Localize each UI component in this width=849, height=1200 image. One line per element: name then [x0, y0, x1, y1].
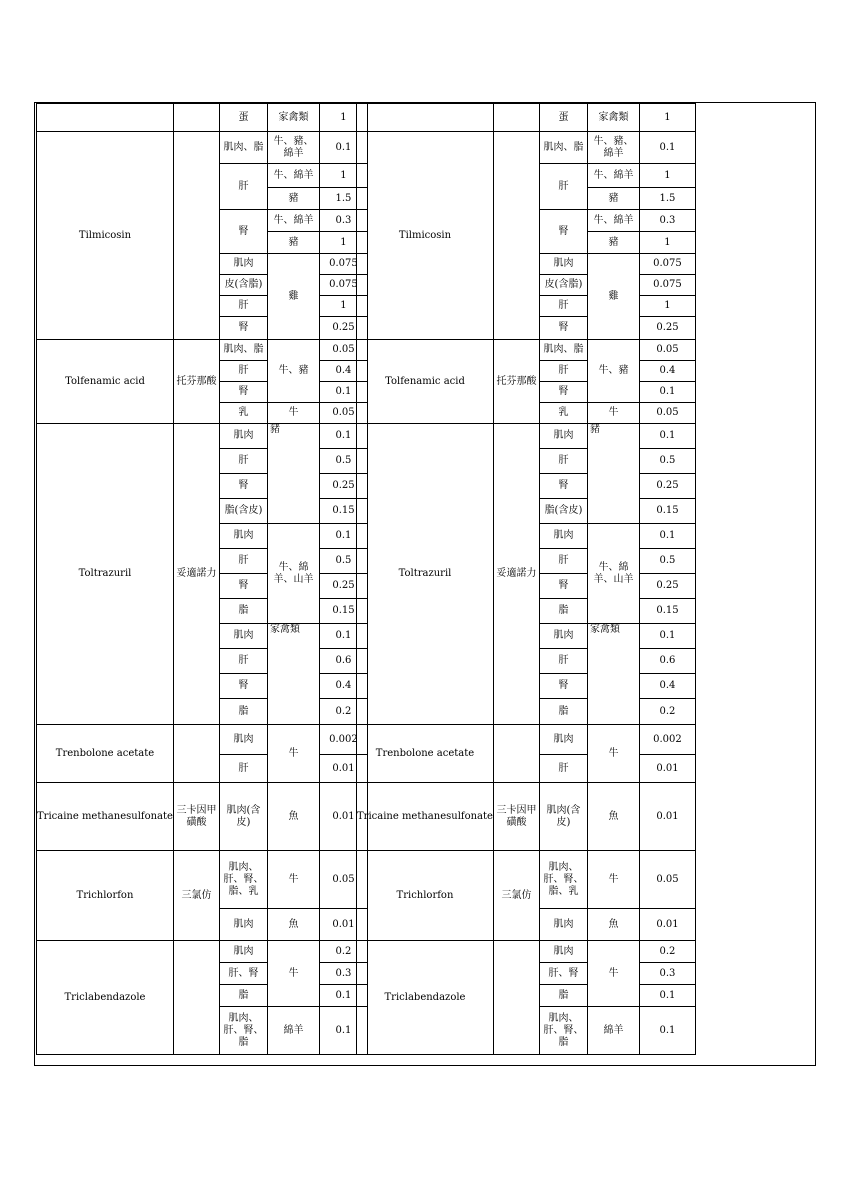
mrl-value: 0.075 [319, 275, 367, 296]
chinese-name [173, 941, 219, 1055]
species: 牛、豬、綿羊 [587, 132, 639, 164]
tissue: 肌肉 [539, 254, 587, 275]
mrl-value: 0.1 [319, 1007, 367, 1055]
chinese-name: 三卡因甲磺酸 [173, 783, 219, 851]
chinese-name [173, 725, 219, 783]
species: 綿羊 [587, 1007, 639, 1055]
table-row [37, 851, 368, 909]
table-row [357, 851, 696, 909]
tissue: 腎 [219, 382, 267, 403]
drug-name: Tolfenamic acid [37, 340, 174, 424]
mrl-value: 0.1 [639, 382, 695, 403]
tissue: 肌肉 [219, 524, 267, 549]
mrl-value: 0.25 [639, 474, 695, 499]
mrl-value: 0.15 [319, 599, 367, 624]
tissue: 皮(含脂) [539, 275, 587, 296]
mrl-value: 1 [319, 232, 367, 254]
species: 家禽類 [267, 624, 319, 725]
species: 牛、綿羊 [267, 210, 319, 232]
tissue: 腎 [219, 317, 267, 340]
mrl-value: 0.1 [319, 985, 367, 1007]
tissue: 肌肉 [539, 941, 587, 963]
table-row [37, 941, 368, 963]
drug-name: Triclabendazole [357, 941, 494, 1055]
mrl-value: 0.5 [319, 449, 367, 474]
tissue: 乳 [539, 403, 587, 424]
mrl-value: 0.3 [639, 210, 695, 232]
mrl-value: 1 [319, 164, 367, 188]
mrl-value: 0.2 [319, 699, 367, 725]
tissue: 肌肉、脂 [539, 132, 587, 164]
mrl-value: 0.05 [319, 340, 367, 361]
chinese-name [493, 941, 539, 1055]
mrl-value: 1 [639, 164, 695, 188]
tissue: 肝 [219, 296, 267, 317]
tissue: 肝 [539, 296, 587, 317]
mrl-value: 0.1 [639, 524, 695, 549]
tissue: 肝 [539, 361, 587, 382]
mrl-value: 0.01 [639, 783, 695, 851]
mrl-value: 0.2 [639, 941, 695, 963]
chinese-name: 三氯仿 [493, 851, 539, 941]
tissue: 蛋 [219, 104, 267, 132]
mrl-value: 0.01 [319, 783, 367, 851]
species: 牛 [587, 941, 639, 1007]
mrl-value: 0.25 [319, 317, 367, 340]
chinese-name [173, 132, 219, 340]
tissue: 脂 [219, 985, 267, 1007]
table-row [37, 783, 368, 851]
tissue: 脂 [539, 985, 587, 1007]
species: 家禽類 [587, 104, 639, 132]
mrl-value: 0.3 [639, 963, 695, 985]
table-row [357, 725, 696, 755]
chinese-name: 托芬那酸 [173, 340, 219, 424]
mrl-value: 0.1 [639, 1007, 695, 1055]
drug-name: Tricaine methanesulfonate [37, 783, 174, 851]
tissue: 肌肉 [539, 524, 587, 549]
drug-name: Trenbolone acetate [357, 725, 494, 783]
mrl-value: 0.2 [319, 941, 367, 963]
mrl-table-right [356, 103, 696, 1055]
species: 魚 [587, 909, 639, 941]
table-row [357, 783, 696, 851]
tissue: 肌肉、肝、腎、脂 [539, 1007, 587, 1055]
table-row [37, 104, 368, 132]
tissue: 腎 [539, 317, 587, 340]
drug-name: Trenbolone acetate [37, 725, 174, 783]
tissue: 腎 [539, 382, 587, 403]
mrl-value: 0.1 [319, 382, 367, 403]
table-row [357, 941, 696, 963]
mrl-value: 0.15 [639, 599, 695, 624]
species: 豬 [587, 232, 639, 254]
drug-name: Tilmicosin [37, 132, 174, 340]
species: 家禽類 [587, 624, 639, 725]
tissue: 乳 [219, 403, 267, 424]
mrl-value: 0.01 [639, 755, 695, 783]
chinese-name [173, 104, 219, 132]
tissue: 肌肉 [219, 941, 267, 963]
mrl-value: 1.5 [639, 188, 695, 210]
table-row [357, 340, 696, 361]
drug-name: Trichlorfon [357, 851, 494, 941]
tissue: 肝 [539, 449, 587, 474]
species: 牛、豬、綿羊 [267, 132, 319, 164]
drug-name: Triclabendazole [37, 941, 174, 1055]
tissue: 脂(含皮) [539, 499, 587, 524]
mrl-value: 1 [319, 296, 367, 317]
mrl-value: 1.5 [319, 188, 367, 210]
drug-name: Tilmicosin [357, 132, 494, 340]
mrl-value: 0.2 [639, 699, 695, 725]
drug-name: Tricaine methanesulfonate [357, 783, 494, 851]
tissue: 肝 [539, 755, 587, 783]
tissue: 肝 [539, 164, 587, 210]
mrl-value: 0.3 [319, 210, 367, 232]
species: 牛、綿羊、山羊 [267, 524, 319, 624]
species: 家禽類 [267, 104, 319, 132]
mrl-value: 0.1 [319, 424, 367, 449]
tissue: 腎 [539, 474, 587, 499]
tissue: 肌肉、脂 [219, 132, 267, 164]
mrl-value: 1 [639, 104, 695, 132]
species: 牛 [267, 725, 319, 783]
mrl-value: 0.05 [639, 851, 695, 909]
mrl-value: 0.002 [319, 725, 367, 755]
tissue: 蛋 [539, 104, 587, 132]
species: 牛 [587, 851, 639, 909]
tissue: 肌肉、肝、腎、脂、乳 [539, 851, 587, 909]
mrl-value: 0.1 [639, 624, 695, 649]
tissue: 肌肉、脂 [219, 340, 267, 361]
mrl-value: 0.5 [639, 549, 695, 574]
tissue: 肌肉 [539, 624, 587, 649]
species: 牛 [267, 403, 319, 424]
tissue: 肌肉(含皮) [219, 783, 267, 851]
tissue: 肌肉、肝、腎、脂、乳 [219, 851, 267, 909]
drug-name [357, 104, 494, 132]
mrl-value: 0.3 [319, 963, 367, 985]
tissue: 腎 [219, 674, 267, 699]
tissue: 肌肉 [219, 424, 267, 449]
species: 牛 [267, 941, 319, 1007]
tissue: 腎 [219, 210, 267, 254]
mrl-value: 0.075 [639, 254, 695, 275]
mrl-value: 0.05 [319, 403, 367, 424]
tissue: 肌肉、肝、腎、脂 [219, 1007, 267, 1055]
species: 牛、綿羊 [267, 164, 319, 188]
chinese-name: 三氯仿 [173, 851, 219, 941]
tissue: 肝 [539, 549, 587, 574]
species: 綿羊 [267, 1007, 319, 1055]
tissue: 腎 [219, 474, 267, 499]
mrl-value: 0.25 [639, 574, 695, 599]
mrl-value: 0.1 [639, 132, 695, 164]
mrl-value: 0.15 [319, 499, 367, 524]
mrl-value: 0.1 [639, 424, 695, 449]
mrl-value: 0.1 [639, 985, 695, 1007]
tissue: 肌肉 [539, 725, 587, 755]
tissue: 脂 [219, 599, 267, 624]
tissue: 肝 [539, 649, 587, 674]
drug-name: Tolfenamic acid [357, 340, 494, 424]
mrl-value: 0.05 [639, 403, 695, 424]
tissue: 腎 [219, 574, 267, 599]
mrl-value: 0.5 [319, 549, 367, 574]
tissue: 腎 [539, 574, 587, 599]
species: 雞 [587, 254, 639, 340]
drug-name: Toltrazuril [357, 424, 494, 725]
drug-name: Toltrazuril [37, 424, 174, 725]
table-row [357, 132, 696, 164]
tissue: 肝 [219, 549, 267, 574]
chinese-name [493, 132, 539, 340]
mrl-value: 0.6 [639, 649, 695, 674]
species: 牛 [267, 851, 319, 909]
tissue: 肝 [219, 649, 267, 674]
tissue: 肝、腎 [219, 963, 267, 985]
mrl-value: 0.075 [319, 254, 367, 275]
tissue: 皮(含脂) [219, 275, 267, 296]
chinese-name [493, 725, 539, 783]
species: 牛 [587, 725, 639, 783]
mrl-value: 0.075 [639, 275, 695, 296]
mrl-value: 0.4 [639, 674, 695, 699]
species: 牛、綿羊 [587, 210, 639, 232]
drug-name [37, 104, 174, 132]
tissue: 肝 [219, 755, 267, 783]
tissue: 肌肉 [219, 254, 267, 275]
tissue: 脂(含皮) [219, 499, 267, 524]
mrl-value: 0.4 [639, 361, 695, 382]
mrl-table-left [36, 103, 368, 1055]
tissue: 脂 [539, 699, 587, 725]
mrl-value: 0.01 [319, 755, 367, 783]
mrl-value: 0.5 [639, 449, 695, 474]
mrl-value: 0.15 [639, 499, 695, 524]
tissue: 肝、腎 [539, 963, 587, 985]
chinese-name: 托芬那酸 [493, 340, 539, 424]
tissue: 肌肉 [219, 624, 267, 649]
species: 魚 [587, 783, 639, 851]
tissue: 肌肉 [219, 909, 267, 941]
species: 牛 [587, 403, 639, 424]
tissue: 肝 [219, 449, 267, 474]
table-row [357, 424, 696, 449]
species: 牛、綿羊、山羊 [587, 524, 639, 624]
tissue: 脂 [219, 699, 267, 725]
table-row [37, 132, 368, 164]
tissue: 肌肉、脂 [539, 340, 587, 361]
mrl-value: 0.1 [319, 132, 367, 164]
table-row [37, 725, 368, 755]
mrl-value: 0.05 [639, 340, 695, 361]
species: 魚 [267, 783, 319, 851]
tissue: 肝 [219, 361, 267, 382]
mrl-value: 0.25 [319, 474, 367, 499]
species: 牛、綿羊 [587, 164, 639, 188]
table-row [37, 340, 368, 361]
mrl-value: 0.4 [319, 674, 367, 699]
drug-name: Trichlorfon [37, 851, 174, 941]
tissue: 肌肉 [219, 725, 267, 755]
tissue: 肌肉(含皮) [539, 783, 587, 851]
species: 豬 [587, 424, 639, 524]
chinese-name: 妥適諾力 [173, 424, 219, 725]
species: 豬 [267, 188, 319, 210]
mrl-value: 0.05 [319, 851, 367, 909]
species: 魚 [267, 909, 319, 941]
chinese-name: 妥適諾力 [493, 424, 539, 725]
mrl-value: 0.01 [319, 909, 367, 941]
species: 牛、豬 [267, 340, 319, 403]
species: 豬 [267, 424, 319, 524]
mrl-value: 0.002 [639, 725, 695, 755]
species: 雞 [267, 254, 319, 340]
mrl-value: 0.25 [319, 574, 367, 599]
chinese-name: 三卡因甲磺酸 [493, 783, 539, 851]
mrl-value: 1 [639, 232, 695, 254]
tissue: 肌肉 [539, 909, 587, 941]
mrl-value: 0.4 [319, 361, 367, 382]
tissue: 脂 [539, 599, 587, 624]
mrl-value: 0.1 [319, 524, 367, 549]
table-row [37, 424, 368, 449]
tissue: 肌肉 [539, 424, 587, 449]
mrl-value: 0.01 [639, 909, 695, 941]
tissue: 腎 [539, 210, 587, 254]
chinese-name [493, 104, 539, 132]
table-row [357, 104, 696, 132]
species: 牛、豬 [587, 340, 639, 403]
mrl-value: 0.6 [319, 649, 367, 674]
mrl-value: 0.25 [639, 317, 695, 340]
mrl-value: 0.1 [319, 624, 367, 649]
mrl-value: 1 [319, 104, 367, 132]
species: 豬 [587, 188, 639, 210]
mrl-value: 1 [639, 296, 695, 317]
tissue: 腎 [539, 674, 587, 699]
tissue: 肝 [219, 164, 267, 210]
species: 豬 [267, 232, 319, 254]
